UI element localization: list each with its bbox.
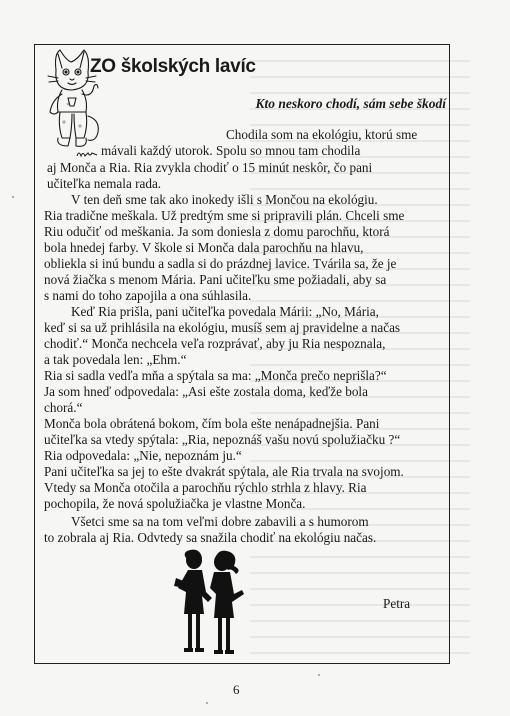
artist-signature-icon	[76, 149, 98, 159]
story-line: to zobrala aj Ria. Odvtedy sa snažila chodiť na ekológiu načas.	[44, 530, 377, 545]
story-line: Pani učiteľka sa jej to ešte dvakrát spýtala, ale Ria trvala na svojom.	[44, 464, 404, 479]
story-line: obliekla si inú bundu a sadla si do prázdnej lavice. Tvárila sa, že je	[44, 256, 397, 271]
story-line: chorá.“	[44, 400, 83, 415]
story-line: Všetci sme sa na tom veľmi dobre zabavili a s humorom	[71, 514, 369, 529]
story-line: nová žiačka s menom Mária. Pani učiteľku sme požiadali, aby sa	[44, 272, 387, 287]
story-line: Chodila som na ekológiu, ktorú sme	[226, 127, 418, 142]
story-line: aj Monča a Ria. Ria zvykla chodiť o 15 minút neskôr, čo pani	[47, 160, 373, 175]
story-line: Vtedy sa Monča otočila a parochňu rýchlo strhla z hlavy. Ria	[44, 480, 367, 495]
story-line: mávali každý utorok. Spolu so mnou tam chodila	[101, 143, 361, 158]
story-line: Ria odpovedala: „Nie, nepoznám ju.“	[44, 448, 242, 463]
story-line: Monča bola obrátená bokom, čím bola ešte nenápadnejšia. Pani	[44, 416, 380, 431]
scan-speck	[318, 674, 320, 676]
story-line: pochopila, že nová spolužiačka je vlastne Monča.	[44, 496, 306, 511]
story-line: s nami do toho zapojila a ona súhlasila.	[44, 288, 252, 303]
story-line: a tak povedala len: „Ehm.“	[44, 352, 187, 367]
author-signature: Petra	[383, 596, 411, 611]
story-line: Keď Ria prišla, pani učiteľka povedala Márii: „No, Mária,	[71, 304, 379, 319]
scan-speck	[206, 702, 208, 704]
story-line: Ria tradične meškala. Už predtým sme si pripravili plán. Chceli sme	[44, 208, 405, 223]
story-line: V ten deň sme tak ako inokedy išli s Mončou na ekológiu.	[71, 192, 378, 207]
story-line: učiteľka nemala rada.	[47, 176, 162, 191]
story-line: Riu odučiť od meškania. Ja som doniesla z domu parochňu, ktorá	[44, 224, 390, 239]
story-line: keď si sa už prihlásila na ekológiu, musíš sem aj pravidelne a načas	[44, 320, 401, 335]
page-number: 6	[233, 682, 240, 697]
story-line: chodiť.“ Monča nechcela veľa rozprávať, aby ju Ria nespoznala,	[44, 336, 386, 351]
two-girls-silhouette-icon	[172, 548, 252, 662]
story-line: Ria si sadla vedľa mňa a spýtala sa ma: „Monča prečo neprišla?“	[44, 368, 387, 383]
story-line: Ja som hneď odpovedala: „Asi ešte zostala doma, keďže bola	[44, 384, 368, 399]
scan-speck	[12, 196, 14, 198]
story-line: učiteľka sa vtedy spýtala: „Ria, nepoznáš vašu novú spolužiačku ?“	[44, 432, 401, 447]
section-title: ZO školských lavíc	[90, 56, 256, 77]
story-line: bola hnedej farby. V škole si Monča dala parochňu na hlavu,	[44, 240, 364, 255]
story-title: Kto neskoro chodí, sám sebe škodí	[255, 96, 446, 111]
